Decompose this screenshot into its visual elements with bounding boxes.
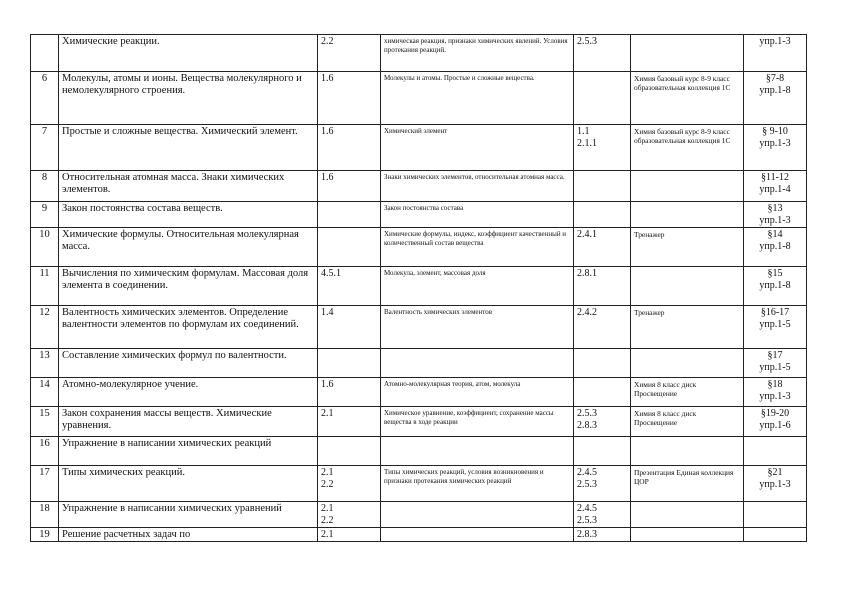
resources-cell <box>631 502 744 528</box>
lesson-topic-text: Молекулы, атомы и ионы. Вещества молекулярного и немолекулярного строения. <box>62 73 302 96</box>
homework-cell <box>744 306 807 349</box>
content-elements-text: Химические формулы, индекс, коэффициент качественный и количественный состав вещества <box>384 230 567 247</box>
content-elements-cell <box>381 125 574 171</box>
lesson-topic-cell <box>59 466 318 502</box>
resources-text: Тренажер <box>634 308 665 317</box>
plan-code-text: 1.6 <box>321 126 334 137</box>
requirement-codes-line: 2.5.3 <box>577 408 597 419</box>
resources-cell <box>631 407 744 437</box>
homework-cell <box>744 466 807 502</box>
lesson-topic-text: Закон постоянства состава веществ. <box>62 203 223 214</box>
plan-code-cell <box>318 437 381 466</box>
lesson-topic-cell <box>59 528 318 542</box>
content-elements-text: Валентность химических элементов <box>384 308 493 316</box>
table-row <box>31 466 807 502</box>
plan-code-cell <box>318 502 381 528</box>
row-number-cell <box>31 35 59 72</box>
content-elements-text: Знаки химических элементов, относительная атомная масса. <box>384 173 565 181</box>
homework-cell <box>744 437 807 466</box>
homework-exercises: упр.1-3 <box>759 138 791 149</box>
lesson-topic-cell <box>59 378 318 407</box>
homework-exercises: упр.1-5 <box>759 319 791 330</box>
resources-text: Химия 8 класс диск Просвещение <box>634 409 697 427</box>
homework-exercises: упр.1-8 <box>759 85 791 96</box>
homework-cell <box>744 202 807 228</box>
lesson-plan-table <box>30 34 807 542</box>
resources-text: Тренажер <box>634 230 665 239</box>
row-number-text: 7 <box>41 126 48 137</box>
requirement-codes-cell <box>574 378 631 407</box>
plan-code-text: 2.1 <box>321 529 334 540</box>
row-number-text: 15 <box>39 408 50 419</box>
lesson-topic-cell <box>59 202 318 228</box>
plan-code-cell <box>318 125 381 171</box>
resources-cell <box>631 378 744 407</box>
table-body <box>31 35 807 542</box>
row-number-text: 13 <box>39 350 50 361</box>
plan-code-line: 2.1 <box>321 503 334 514</box>
lesson-topic-cell <box>59 437 318 466</box>
resources-cell <box>631 267 744 306</box>
table-row <box>31 171 807 202</box>
row-number-text: 19 <box>39 529 50 540</box>
content-elements-cell <box>381 378 574 407</box>
homework-exercises: упр.1-8 <box>759 241 791 252</box>
requirement-codes-cell <box>574 267 631 306</box>
resources-cell <box>631 35 744 72</box>
lesson-topic-text: Упражнение в написании химических реакций <box>62 438 272 449</box>
content-elements-text: Типы химических реакций, условия возникновения и признаки протекания химических реакций <box>384 468 544 485</box>
row-number-cell <box>31 72 59 125</box>
content-elements-text: Химический элемент <box>384 127 448 135</box>
row-number-text: 8 <box>41 172 48 183</box>
lesson-topic-cell <box>59 125 318 171</box>
content-elements-cell <box>381 35 574 72</box>
content-elements-cell <box>381 407 574 437</box>
plan-code-cell <box>318 528 381 542</box>
content-elements-cell <box>381 528 574 542</box>
plan-code-cell <box>318 349 381 378</box>
lesson-topic-text: Химические формулы. Относительная молекулярная масса. <box>62 229 299 252</box>
lesson-topic-text: Закон сохранения массы веществ. Химические уравнения. <box>62 408 272 431</box>
row-number-cell <box>31 202 59 228</box>
homework-paragraph: §16-17 <box>760 307 790 318</box>
content-elements-text: Молекулы и атомы. Простые и сложные вещества. <box>384 74 535 82</box>
plan-code-line: 2.2 <box>321 515 334 526</box>
requirement-codes-line: 2.5.3 <box>577 515 597 526</box>
plan-code-line: 2.1 <box>321 467 334 478</box>
lesson-topic-text: Составление химических формул по валентности. <box>62 350 287 361</box>
lesson-topic-text: Упражнение в написании химических уравнений <box>62 503 282 514</box>
requirement-codes-cell <box>574 528 631 542</box>
content-elements-cell <box>381 502 574 528</box>
requirement-codes-cell <box>574 171 631 202</box>
lesson-topic-text: Решение расчетных задач по <box>62 529 191 540</box>
homework-paragraph: §19-20 <box>760 408 790 419</box>
homework-cell <box>744 267 807 306</box>
homework-exercises: упр.1-8 <box>759 280 791 291</box>
lesson-topic-cell <box>59 72 318 125</box>
plan-code-cell <box>318 466 381 502</box>
homework-cell <box>744 528 807 542</box>
content-elements-text: Химическое уравнение, коэффициент, сохранение массы вещества в ходе реакции <box>384 409 554 426</box>
homework-paragraph: § 9-10 <box>762 126 788 137</box>
content-elements-cell <box>381 202 574 228</box>
row-number-cell <box>31 528 59 542</box>
requirement-codes-cell <box>574 35 631 72</box>
table-row <box>31 228 807 267</box>
requirement-codes-cell <box>574 466 631 502</box>
row-number-cell <box>31 407 59 437</box>
plan-code-cell <box>318 72 381 125</box>
row-number-cell <box>31 437 59 466</box>
requirement-codes-cell <box>574 202 631 228</box>
plan-code-text: 2.2 <box>321 36 334 47</box>
plan-code-cell <box>318 378 381 407</box>
row-number-text: 18 <box>39 503 50 514</box>
plan-code-text: 1.4 <box>321 307 334 318</box>
plan-code-cell <box>318 407 381 437</box>
resources-cell <box>631 466 744 502</box>
resources-cell <box>631 528 744 542</box>
table-row <box>31 502 807 528</box>
table-row <box>31 267 807 306</box>
lesson-topic-text: Валентность химических элементов. Определение валентности элементов по формулам их соединений. <box>62 307 299 330</box>
row-number-text: 6 <box>41 73 48 84</box>
lesson-topic-cell <box>59 228 318 267</box>
plan-code-cell <box>318 306 381 349</box>
lesson-topic-text: Атомно-молекулярное учение. <box>62 379 199 390</box>
requirement-codes-text: 2.5.3 <box>577 36 597 47</box>
row-number-cell <box>31 378 59 407</box>
row-number-text: 12 <box>39 307 50 318</box>
lesson-plan-sheet <box>30 34 806 542</box>
table-row <box>31 437 807 466</box>
requirement-codes-text: 2.8.3 <box>577 529 597 540</box>
resources-cell <box>631 437 744 466</box>
plan-code-cell <box>318 35 381 72</box>
row-number-cell <box>31 125 59 171</box>
resources-cell <box>631 306 744 349</box>
resources-cell <box>631 72 744 125</box>
requirement-codes-cell <box>574 72 631 125</box>
row-number-text: 17 <box>39 467 50 478</box>
content-elements-cell <box>381 437 574 466</box>
homework-paragraph: §7-8 <box>765 73 785 84</box>
homework-cell <box>744 125 807 171</box>
lesson-topic-text: Простые и сложные вещества. Химический элемент. <box>62 126 298 137</box>
plan-code-text: 1.6 <box>321 379 334 390</box>
homework-cell <box>744 228 807 267</box>
content-elements-cell <box>381 267 574 306</box>
homework-cell <box>744 349 807 378</box>
content-elements-text: Закон постоянства состава <box>384 204 464 212</box>
row-number-text: 9 <box>41 203 48 214</box>
homework-exercises: упр.1-6 <box>759 420 791 431</box>
homework-cell <box>744 171 807 202</box>
homework-cell <box>744 72 807 125</box>
table-row <box>31 378 807 407</box>
content-elements-cell <box>381 228 574 267</box>
content-elements-cell <box>381 349 574 378</box>
plan-code-cell <box>318 267 381 306</box>
table-row <box>31 202 807 228</box>
resources-cell <box>631 171 744 202</box>
requirement-codes-cell <box>574 437 631 466</box>
lesson-topic-text: Химические реакции. <box>62 36 160 47</box>
table-row <box>31 528 807 542</box>
homework-exercises: упр.1-4 <box>759 184 791 195</box>
homework-cell <box>744 35 807 72</box>
lesson-topic-text: Вычисления по химическим формулам. Массовая доля элемента в соединении. <box>62 268 309 291</box>
requirement-codes-text: 2.4.1 <box>577 229 597 240</box>
content-elements-cell <box>381 306 574 349</box>
table-row <box>31 407 807 437</box>
requirement-codes-line: 2.4.5 <box>577 467 597 478</box>
lesson-topic-cell <box>59 306 318 349</box>
homework-paragraph: §13 <box>767 203 783 214</box>
requirement-codes-line: 2.1.1 <box>577 138 597 149</box>
requirement-codes-cell <box>574 502 631 528</box>
row-number-cell <box>31 267 59 306</box>
homework-paragraph: §17 <box>767 350 783 361</box>
table-row <box>31 349 807 378</box>
row-number-cell <box>31 466 59 502</box>
content-elements-cell <box>381 72 574 125</box>
requirement-codes-cell <box>574 407 631 437</box>
requirement-codes-line: 2.8.3 <box>577 420 597 431</box>
requirement-codes-text: 2.8.1 <box>577 268 597 279</box>
requirement-codes-line: 2.4.5 <box>577 503 597 514</box>
homework-cell <box>744 502 807 528</box>
resources-cell <box>631 125 744 171</box>
plan-code-text: 2.1 <box>321 408 334 419</box>
row-number-cell <box>31 306 59 349</box>
lesson-topic-text: Типы химических реакций. <box>62 467 185 478</box>
lesson-topic-cell <box>59 35 318 72</box>
requirement-codes-cell <box>574 125 631 171</box>
homework-exercises: упр.1-3 <box>759 479 791 490</box>
lesson-topic-cell <box>59 171 318 202</box>
row-number-cell <box>31 502 59 528</box>
homework-paragraph: §15 <box>767 268 783 279</box>
row-number-text: 11 <box>39 268 50 279</box>
resources-cell <box>631 228 744 267</box>
homework-text: упр.1-3 <box>759 36 791 47</box>
requirement-codes-text: 2.4.2 <box>577 307 597 318</box>
resources-text: Презентация Единая коллекция ЦОР <box>634 468 734 486</box>
lesson-topic-cell <box>59 349 318 378</box>
row-number-cell <box>31 349 59 378</box>
homework-cell <box>744 378 807 407</box>
content-elements-text: Атомно-молекулярная теория, атом, молекула <box>384 380 521 388</box>
homework-exercises: упр.1-5 <box>759 362 791 373</box>
content-elements-cell <box>381 466 574 502</box>
resources-text: Химия базовый курс 8-9 класс образовательная коллекция 1С <box>634 74 731 92</box>
plan-code-line: 2.2 <box>321 479 334 490</box>
lesson-topic-cell <box>59 267 318 306</box>
requirement-codes-line: 2.5.3 <box>577 479 597 490</box>
row-number-cell <box>31 228 59 267</box>
plan-code-text: 4.5.1 <box>321 268 341 279</box>
resources-cell <box>631 349 744 378</box>
content-elements-text: химическая реакция, признаки химических явлений. Условия протекания реакций. <box>384 37 568 54</box>
homework-paragraph: §18 <box>767 379 783 390</box>
homework-exercises: упр.1-3 <box>759 391 791 402</box>
plan-code-cell <box>318 202 381 228</box>
homework-paragraph: §11-12 <box>761 172 789 183</box>
table-row <box>31 35 807 72</box>
plan-code-text: 1.6 <box>321 172 334 183</box>
homework-paragraph: §14 <box>767 229 783 240</box>
lesson-topic-cell <box>59 407 318 437</box>
plan-code-cell <box>318 228 381 267</box>
content-elements-cell <box>381 171 574 202</box>
table-row <box>31 306 807 349</box>
requirement-codes-cell <box>574 228 631 267</box>
lesson-topic-text: Относительная атомная масса. Знаки химических элементов. <box>62 172 285 195</box>
homework-cell <box>744 407 807 437</box>
content-elements-text: Молекула, элемент, массовая доля <box>384 269 486 277</box>
row-number-text: 16 <box>39 438 50 449</box>
homework-paragraph: §21 <box>767 467 783 478</box>
resources-text: Химия базовый курс 8-9 класс образовательная коллекция 1С <box>634 127 731 145</box>
row-number-cell <box>31 171 59 202</box>
resources-cell <box>631 202 744 228</box>
requirement-codes-cell <box>574 306 631 349</box>
row-number-text: 14 <box>39 379 50 390</box>
table-row <box>31 72 807 125</box>
lesson-topic-cell <box>59 502 318 528</box>
homework-exercises: упр.1-3 <box>759 215 791 226</box>
row-number-text: 10 <box>39 229 50 240</box>
requirement-codes-cell <box>574 349 631 378</box>
table-row <box>31 125 807 171</box>
requirement-codes-line: 1.1 <box>577 126 590 137</box>
resources-text: Химия 8 класс диск Просвещение <box>634 380 697 398</box>
plan-code-text: 1.6 <box>321 73 334 84</box>
plan-code-cell <box>318 171 381 202</box>
